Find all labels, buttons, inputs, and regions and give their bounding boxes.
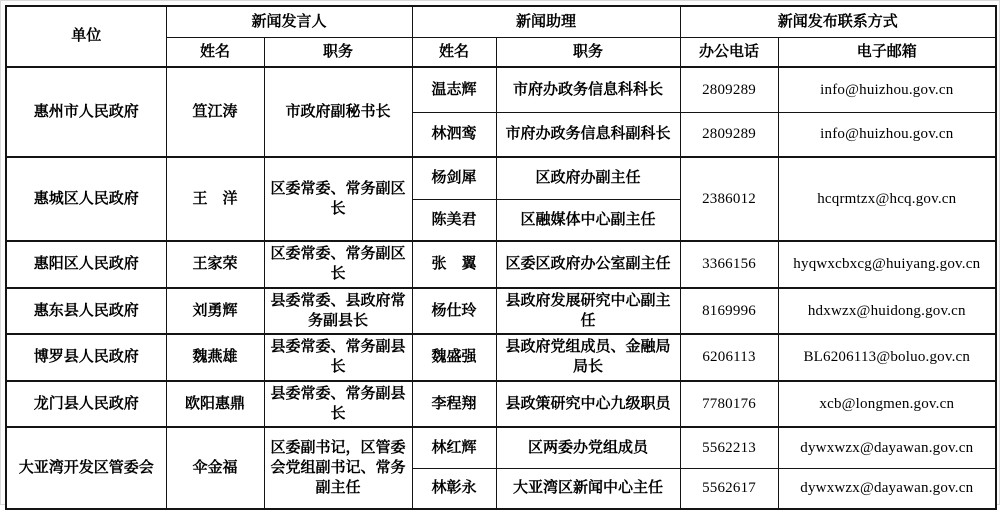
- office-phone-cell: 7780176: [680, 381, 778, 428]
- assistant-name-cell: 杨仕玲: [412, 288, 496, 335]
- spokesperson-position-cell: 市政府副秘书长: [264, 67, 412, 157]
- office-phone-cell: 2386012: [680, 157, 778, 241]
- unit-cell: 惠阳区人民政府: [6, 241, 166, 288]
- spokesperson-position-cell: 区委副书记，区管委会党组副书记、常务副主任: [264, 427, 412, 509]
- email-cell: hdxwzx@huidong.gov.cn: [778, 288, 996, 335]
- header-email: 电子邮箱: [778, 37, 996, 67]
- assistant-name-cell: 林彰永: [412, 468, 496, 509]
- spokesperson-position-cell: 县委常委、常务副县长: [264, 381, 412, 428]
- header-group-contact: 新闻发布联系方式: [680, 6, 996, 37]
- email-cell: info@huizhou.gov.cn: [778, 67, 996, 112]
- header-spokesperson-name: 姓名: [166, 37, 264, 67]
- header-office-phone: 办公电话: [680, 37, 778, 67]
- header-assistant-name: 姓名: [412, 37, 496, 67]
- office-phone-cell: 5562213: [680, 427, 778, 468]
- office-phone-cell: 3366156: [680, 241, 778, 288]
- assistant-name-cell: 李程翔: [412, 381, 496, 428]
- spokesperson-position-cell: 区委常委、常务副区长: [264, 157, 412, 241]
- header-group-spokesperson: 新闻发言人: [166, 6, 412, 37]
- unit-cell: 惠州市人民政府: [6, 67, 166, 157]
- email-cell: hyqwxcbxcg@huiyang.gov.cn: [778, 241, 996, 288]
- assistant-name-cell: 魏盛强: [412, 334, 496, 381]
- spokesperson-position-cell: 县委常委、县政府常务副县长: [264, 288, 412, 335]
- assistant-name-cell: 杨剑犀: [412, 157, 496, 199]
- office-phone-cell: 2809289: [680, 67, 778, 112]
- assistant-position-cell: 区融媒体中心副主任: [496, 199, 680, 241]
- spokesperson-position-cell: 区委常委、常务副区长: [264, 241, 412, 288]
- email-cell: hcqrmtzx@hcq.gov.cn: [778, 157, 996, 241]
- office-phone-cell: 8169996: [680, 288, 778, 335]
- assistant-name-cell: 张 翼: [412, 241, 496, 288]
- assistant-position-cell: 市府办政务信息科副科长: [496, 112, 680, 157]
- assistant-name-cell: 林泗鸾: [412, 112, 496, 157]
- assistant-position-cell: 区委区政府办公室副主任: [496, 241, 680, 288]
- unit-cell: 惠东县人民政府: [6, 288, 166, 335]
- office-phone-cell: 5562617: [680, 468, 778, 509]
- header-unit: 单位: [6, 6, 166, 67]
- assistant-position-cell: 县政府党组成员、金融局局长: [496, 334, 680, 381]
- spokesperson-name-cell: 魏燕雄: [166, 334, 264, 381]
- unit-cell: 大亚湾开发区管委会: [6, 427, 166, 509]
- assistant-position-cell: 县政策研究中心九级职员: [496, 381, 680, 428]
- email-cell: info@huizhou.gov.cn: [778, 112, 996, 157]
- email-cell: dywxwzx@dayawan.gov.cn: [778, 468, 996, 509]
- office-phone-cell: 6206113: [680, 334, 778, 381]
- assistant-name-cell: 温志辉: [412, 67, 496, 112]
- unit-cell: 龙门县人民政府: [6, 381, 166, 428]
- spokesperson-position-cell: 县委常委、常务副县长: [264, 334, 412, 381]
- assistant-position-cell: 区两委办党组成员: [496, 427, 680, 468]
- email-cell: xcb@longmen.gov.cn: [778, 381, 996, 428]
- spokesperson-name-cell: 王家荣: [166, 241, 264, 288]
- office-phone-cell: 2809289: [680, 112, 778, 157]
- assistant-position-cell: 区政府办副主任: [496, 157, 680, 199]
- assistant-position-cell: 县政府发展研究中心副主任: [496, 288, 680, 335]
- header-assistant-position: 职务: [496, 37, 680, 67]
- spokesperson-table: [5, 5, 997, 510]
- email-cell: BL6206113@boluo.gov.cn: [778, 334, 996, 381]
- header-spokesperson-position: 职务: [264, 37, 412, 67]
- assistant-position-cell: 大亚湾区新闻中心主任: [496, 468, 680, 509]
- header-group-assistant: 新闻助理: [412, 6, 680, 37]
- spokesperson-name-cell: 刘勇辉: [166, 288, 264, 335]
- email-cell: dywxwzx@dayawan.gov.cn: [778, 427, 996, 468]
- assistant-name-cell: 陈美君: [412, 199, 496, 241]
- spokesperson-name-cell: 伞金福: [166, 427, 264, 509]
- unit-cell: 博罗县人民政府: [6, 334, 166, 381]
- spokesperson-name-cell: 笪江涛: [166, 67, 264, 157]
- spokesperson-name-cell: 欧阳惠鼎: [166, 381, 264, 428]
- spokesperson-name-cell: 王 洋: [166, 157, 264, 241]
- unit-cell: 惠城区人民政府: [6, 157, 166, 241]
- assistant-name-cell: 林红辉: [412, 427, 496, 468]
- assistant-position-cell: 市府办政务信息科科长: [496, 67, 680, 112]
